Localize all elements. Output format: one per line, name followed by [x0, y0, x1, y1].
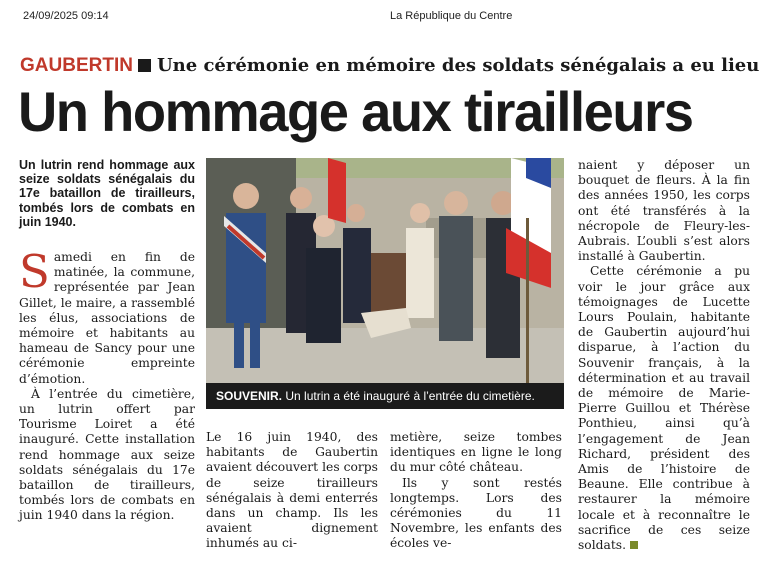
article-column-3 [390, 430, 562, 552]
paragraph: À l’entrée du cimetière, un lutrin offert par Tourisme Loiret a été inauguré. Cette installation rend hommage aux seize soldats sénégalais du 17e bataillon de tirailleurs, tombés lors de combats en juin 1940 dans la région. [19, 386, 195, 523]
print-header [0, 10, 776, 26]
paragraph-text: amedi en fin de matinée, la commune, représentée par Jean Gillet, le maire, a rassemblé les élus, associations de mémoire et habitants au hameau de Sancy pour une cérémonie empreinte d’émotion. [19, 250, 195, 386]
paragraph: metière, seize tombes identiques en ligne le long du mur côté château. [390, 430, 562, 475]
headline: Un hommage aux tirailleurs [18, 80, 693, 143]
article-column-4 [578, 158, 750, 553]
end-square-icon [630, 541, 638, 549]
paragraph: Le 16 juin 1940, des habitants de Gaubertin avaient découvert les corps de seize tirailleurs sénégalais à demi enterrés dans un champ. Ils les avaient dignement inhumés au ci- [206, 430, 378, 551]
paragraph: Ils y sont restés longtemps. Lors des cérémonies du 11 Novembre, les enfants des écoles ve- [390, 475, 562, 551]
paragraph: naient y déposer un bouquet de fleurs. À la fin des années 1950, les corps ont été transférés à la nécropole de Fleury-les-Aubrais. L’oubli s’est alors installé à Gaubertin. [578, 158, 750, 264]
kicker-square-icon [138, 59, 151, 72]
kicker-location: GAUBERTIN [20, 55, 133, 76]
caption-text: Un lutrin a été inauguré à l’entrée du cimetière. [285, 389, 535, 403]
print-date: 24/09/2025 09:14 [23, 10, 109, 22]
caption-tag: SOUVENIR. [216, 389, 283, 403]
lead-paragraph: Un lutrin rend hommage aux seize soldats sénégalais du 17e bataillon de tirailleurs, tombés lors de combats en juin 1940. [19, 158, 195, 229]
photo-caption [206, 383, 564, 409]
print-source: La République du Centre [390, 10, 513, 22]
photo-illustration [206, 158, 564, 409]
paragraph-final [578, 264, 750, 553]
kicker-subtitle: Une cérémonie en mémoire des soldats sénégalais a eu lieu [156, 55, 760, 76]
article-column-1 [19, 245, 195, 524]
article-photo [206, 158, 564, 409]
dropcap: S [19, 245, 50, 298]
paragraph-intro [19, 245, 195, 387]
kicker [20, 55, 760, 77]
article-column-2 [206, 430, 378, 552]
paragraph-text: Cette cérémonie a pu voir le jour grâce aux témoignages de Lucette Lours Poulain, habitante de Gaubertin aujourd’hui disparue, à l’action du Souvenir français, à la détermination et au travail de mémoire de Marie-Pierre Guillou et Thérèse Ponthieu, ainsi qu’à l’engagement de Jean Richard, président des Amis de l’histoire de Beaune. Elle contribue à restaurer la mémoire locale et à reconnaître le sacrifice de ces seize soldats. [578, 264, 750, 553]
